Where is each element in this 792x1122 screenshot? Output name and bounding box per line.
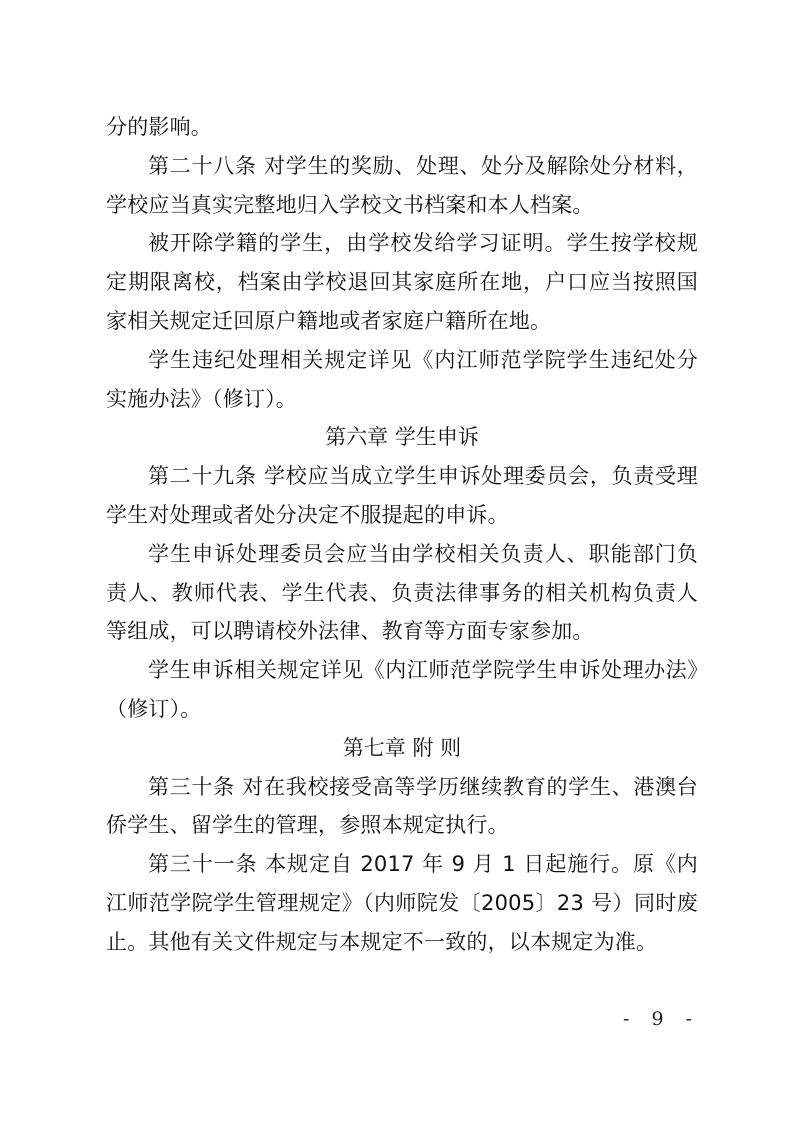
- paragraph-appeal-reference: 学生申诉相关规定详见《内江师范学院学生申诉处理办法》（修订）。: [106, 658, 698, 721]
- chapter-6-heading: 第六章 学生申诉: [325, 425, 479, 450]
- paragraph-continuation: 分的影响。: [106, 115, 212, 139]
- paragraph-expulsion: 被开除学籍的学生，由学校发给学习证明。学生按学校规定期限离校，档案由学校退回其家庭所在地，户口应当按照国家相关规定迁回原户籍地或者家庭户籍所在地。: [106, 231, 698, 333]
- paragraph-discipline-reference: 学生违纪处理相关规定详见《内江师范学院学生违纪处分实施办法》（修订）。: [106, 347, 698, 411]
- document-body: [106, 108, 698, 962]
- paragraph-committee-composition: 学生申诉处理委员会应当由学校相关负责人、职能部门负责人、教师代表、学生代表、负责法律事务的相关机构负责人等组成，可以聘请校外法律、教育等方面专家参加。: [106, 541, 698, 644]
- chapter-7-heading: 第七章 附 则: [342, 735, 462, 760]
- article-28: 第二十八条 对学生的奖励、处理、处分及解除处分材料，学校应当真实完整地归入学校文书档案和本人档案。: [106, 153, 698, 217]
- article-30: 第三十条 对在我校接受高等学历继续教育的学生、港澳台侨学生、留学生的管理，参照本规定执行。: [106, 774, 698, 838]
- article-31: 第三十一条 本规定自 2017 年 9 月 1 日起施行。原《内江师范学院学生管理规定》（内师院发〔2005〕23 号）同时废止。其他有关文件规定与本规定不一致的，以本规定为准。: [106, 852, 698, 954]
- article-29: 第二十九条 学校应当成立学生申诉处理委员会，负责受理学生对处理或者处分决定不服提起的申诉。: [106, 464, 698, 527]
- page-number: - 9 -: [622, 1008, 700, 1030]
